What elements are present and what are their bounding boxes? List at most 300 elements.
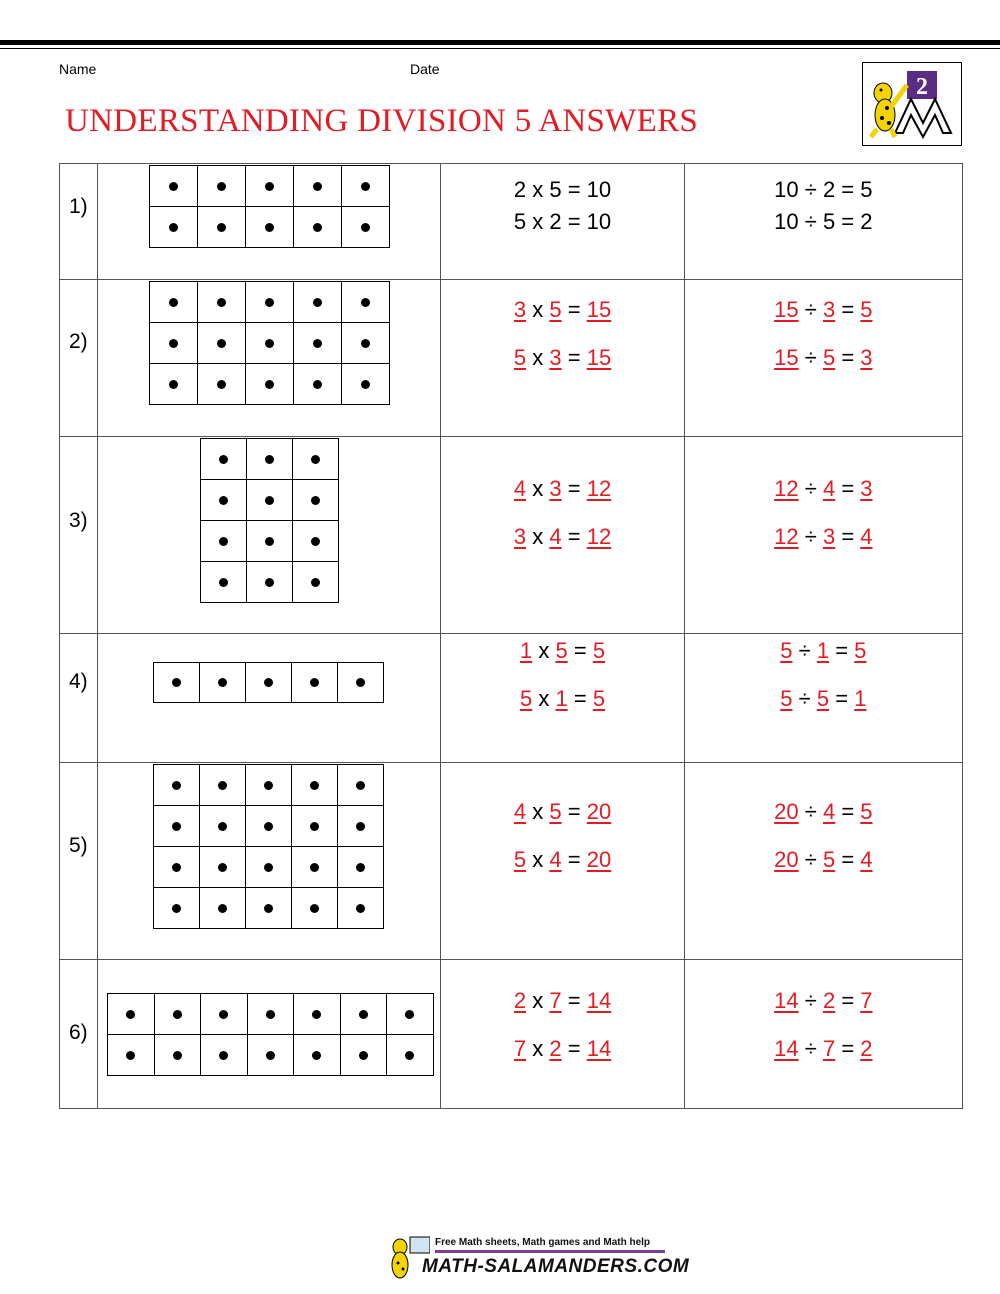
multiplication-fact [441, 345, 683, 371]
answer-value: 20 [586, 847, 612, 872]
dot-cell [247, 562, 293, 603]
dot-cell [150, 282, 198, 323]
equals-sign: = [835, 686, 849, 711]
dot [218, 863, 227, 872]
division-fact [685, 638, 962, 664]
answer-value: 1 [816, 638, 830, 663]
answer-value: 3 [822, 524, 836, 549]
dot-cell [201, 480, 247, 521]
multiplication-fact [441, 799, 683, 825]
dot-cell [292, 888, 338, 929]
answer-value: 14 [774, 1036, 799, 1061]
dot-cell [154, 806, 200, 847]
multiplication-fact: 2 x 5 = 10 [513, 177, 612, 202]
dot-cell [246, 806, 292, 847]
dot [310, 863, 319, 872]
answer-value: 4 [549, 524, 562, 549]
dot [312, 1051, 321, 1060]
dot [169, 380, 178, 389]
dot-array-cell [98, 437, 441, 634]
answer-value: 20 [774, 847, 799, 872]
problem-number: 2) [69, 330, 88, 353]
dot [265, 339, 274, 348]
dot-array-grid [153, 764, 384, 929]
answer-value: 5 [513, 847, 527, 872]
dot-cell [246, 282, 294, 323]
operator: ÷ [804, 524, 817, 549]
answer-value: 7 [822, 1036, 836, 1061]
dot [356, 822, 365, 831]
answer-value: 5 [555, 638, 568, 663]
answer-value: 5 [860, 297, 873, 322]
dot [361, 380, 370, 389]
dot [266, 1010, 275, 1019]
dot [313, 298, 322, 307]
dot-cell [246, 323, 294, 364]
division-fact [685, 524, 962, 550]
problem-row [60, 437, 963, 634]
dot [264, 781, 273, 790]
division-fact: 10 ÷ 2 = 5 [774, 177, 873, 202]
dot [313, 380, 322, 389]
answer-value: 12 [774, 476, 799, 501]
operator: ÷ [804, 1036, 817, 1061]
dot [361, 223, 370, 232]
answer-value: 4 [860, 524, 873, 549]
answer-value: 5 [592, 686, 606, 711]
division-cell [684, 960, 962, 1109]
top-rule-thick [0, 40, 1000, 45]
dot [265, 578, 274, 587]
dot [311, 537, 320, 546]
answer-value: 3 [549, 345, 562, 370]
answer-value: 4 [549, 847, 562, 872]
operator: ÷ [804, 297, 817, 322]
answer-value: 5 [780, 686, 793, 711]
dot-cell [200, 806, 246, 847]
dot [265, 455, 274, 464]
division-cell [684, 763, 962, 960]
division-cell [684, 634, 962, 763]
dot-array-cell [98, 280, 441, 437]
equals-sign: = [567, 345, 581, 370]
dot [126, 1051, 135, 1060]
operator: x [532, 476, 544, 501]
operator: x [532, 988, 544, 1013]
dot [219, 537, 228, 546]
multiplication-cell [441, 437, 684, 634]
answer-value: 14 [586, 1036, 612, 1061]
dot [310, 822, 319, 831]
dot [361, 298, 370, 307]
answer-value: 5 [549, 799, 562, 824]
top-rule-thin [0, 48, 1000, 49]
dot [217, 182, 226, 191]
equals-sign: = [835, 638, 849, 663]
dot-cell [341, 994, 388, 1035]
answer-value: 5 [816, 686, 830, 711]
date-label: Date [410, 61, 440, 77]
dot [264, 904, 273, 913]
dot [356, 781, 365, 790]
problem-number: 5) [69, 834, 88, 857]
dot-array-grid [153, 662, 384, 703]
dot-cell [247, 521, 293, 562]
dot-array-cell [98, 634, 441, 763]
dot-cell [294, 1035, 341, 1076]
dot [217, 339, 226, 348]
answer-value: 7 [860, 988, 873, 1013]
dot [172, 678, 181, 687]
dot-cell [246, 207, 294, 248]
answer-value: 5 [513, 345, 527, 370]
dot [313, 182, 322, 191]
dot [265, 298, 274, 307]
dot [356, 678, 365, 687]
dot [172, 781, 181, 790]
dot-cell [294, 166, 342, 207]
dot [173, 1051, 182, 1060]
dot-cell [200, 847, 246, 888]
dot-cell [200, 765, 246, 806]
dot-cell [342, 207, 390, 248]
dot-cell [247, 439, 293, 480]
answer-value: 15 [586, 345, 612, 370]
answer-value: 12 [586, 476, 612, 501]
answer-value: 5 [822, 847, 836, 872]
dot-cell [342, 282, 390, 323]
problem-row [60, 960, 963, 1109]
dot-array-cell [98, 960, 441, 1109]
dot [356, 904, 365, 913]
dot [219, 496, 228, 505]
equals-sign: = [567, 297, 581, 322]
dot [361, 182, 370, 191]
problem-row [60, 634, 963, 763]
dot [173, 1010, 182, 1019]
dot-cell [293, 562, 339, 603]
dot [265, 182, 274, 191]
answer-value: 15 [774, 297, 799, 322]
equals-sign: = [841, 476, 855, 501]
multiplication-fact [441, 297, 683, 323]
dot-cell [201, 1035, 248, 1076]
dot [311, 578, 320, 587]
division-fact [685, 297, 962, 323]
dot [310, 781, 319, 790]
equals-sign: = [841, 988, 855, 1013]
answer-value: 5 [549, 297, 562, 322]
dot-cell [246, 765, 292, 806]
answer-value: 5 [592, 638, 606, 663]
footer-tagline: Free Math sheets, Math games and Math help [435, 1237, 651, 1248]
problem-number-cell [60, 960, 98, 1109]
answer-value: 2 [549, 1036, 562, 1061]
operator: x [532, 297, 544, 322]
dot-cell [342, 364, 390, 405]
dot-cell [294, 207, 342, 248]
operator: x [532, 799, 544, 824]
dot [217, 298, 226, 307]
answer-value: 3 [860, 476, 873, 501]
dot-cell [246, 663, 292, 703]
operator: x [532, 1036, 544, 1061]
answer-value: 3 [513, 524, 527, 549]
answer-value: 12 [586, 524, 612, 549]
answer-value: 5 [860, 799, 873, 824]
dot [265, 380, 274, 389]
operator: ÷ [798, 686, 811, 711]
equals-sign: = [573, 686, 587, 711]
dot-cell [292, 806, 338, 847]
dot [312, 1010, 321, 1019]
dot-cell [293, 521, 339, 562]
worksheet-table [59, 163, 963, 1109]
problem-number: 3) [69, 509, 88, 532]
multiplication-cell [441, 763, 684, 960]
multiplication-cell [441, 164, 684, 280]
answer-value: 20 [586, 799, 612, 824]
dot-array-grid [149, 281, 390, 405]
dot-cell [294, 364, 342, 405]
footer-site: MATH-SALAMANDERS.COM [422, 1256, 690, 1277]
answer-value: 20 [774, 799, 799, 824]
dot [359, 1010, 368, 1019]
multiplication-cell [441, 634, 684, 763]
dot-array-grid [200, 438, 339, 603]
dot-cell [154, 847, 200, 888]
problem-number-cell [60, 763, 98, 960]
dot-cell [108, 994, 155, 1035]
answer-value: 1 [555, 686, 568, 711]
dot [217, 380, 226, 389]
logo-digit: 2 [916, 74, 928, 100]
dot [169, 182, 178, 191]
dot [218, 781, 227, 790]
multiplication-fact [441, 847, 683, 873]
dot-cell [198, 364, 246, 405]
name-label: Name [59, 61, 97, 77]
dot [313, 339, 322, 348]
problem-number: 4) [69, 670, 88, 693]
answer-value: 1 [854, 686, 867, 711]
dot-cell [154, 663, 200, 703]
salamander-logo-icon [862, 62, 962, 146]
equals-sign: = [841, 524, 855, 549]
division-fact [685, 799, 962, 825]
dot-cell [246, 166, 294, 207]
dot-cell [294, 323, 342, 364]
dot-cell [150, 364, 198, 405]
answer-value: 5 [822, 345, 836, 370]
equals-sign: = [567, 988, 581, 1013]
dot-cell [198, 166, 246, 207]
multiplication-fact: 5 x 2 = 10 [513, 209, 612, 234]
dot-cell [294, 994, 341, 1035]
dot-cell [154, 888, 200, 929]
dot-cell [150, 207, 198, 248]
dot-cell [387, 994, 434, 1035]
dot-cell [338, 888, 384, 929]
dot [219, 578, 228, 587]
equals-sign: = [573, 638, 587, 663]
dot-cell [155, 1035, 202, 1076]
dot-array-grid [107, 993, 434, 1076]
problem-row [60, 164, 963, 280]
multiplication-fact [441, 1036, 683, 1062]
dot-cell [150, 166, 198, 207]
dot [218, 678, 227, 687]
footer-divider [435, 1250, 665, 1253]
dot-cell [293, 439, 339, 480]
dot-cell [108, 1035, 155, 1076]
multiplication-fact [441, 524, 683, 550]
problem-number-cell [60, 164, 98, 280]
dot [217, 223, 226, 232]
footer-logo [380, 1233, 690, 1283]
answer-value: 2 [822, 988, 836, 1013]
dot [126, 1010, 135, 1019]
dot-cell [341, 1035, 388, 1076]
equals-sign: = [567, 1036, 581, 1061]
answer-value: 4 [513, 799, 527, 824]
operator: x [532, 345, 544, 370]
dot-cell [155, 994, 202, 1035]
dot [264, 822, 273, 831]
answer-value: 7 [513, 1036, 527, 1061]
answer-value: 12 [774, 524, 799, 549]
answer-value: 2 [513, 988, 527, 1013]
dot-cell [293, 480, 339, 521]
operator: x [538, 638, 550, 663]
answer-value: 14 [586, 988, 612, 1013]
answer-value: 4 [860, 847, 873, 872]
division-fact: 10 ÷ 5 = 2 [774, 209, 873, 234]
dot [361, 339, 370, 348]
dot [264, 863, 273, 872]
multiplication-fact [441, 988, 683, 1014]
problem-number-cell [60, 437, 98, 634]
answer-value: 15 [586, 297, 612, 322]
dot-cell [342, 323, 390, 364]
operator: x [532, 524, 544, 549]
dot-cell [338, 847, 384, 888]
problem-number-cell [60, 634, 98, 763]
problem-number-cell [60, 280, 98, 437]
multiplication-fact [441, 476, 683, 502]
division-cell [684, 164, 962, 280]
dot [266, 1051, 275, 1060]
operator: ÷ [804, 847, 817, 872]
equals-sign: = [841, 1036, 855, 1061]
dot-cell [248, 994, 295, 1035]
dot-cell [154, 765, 200, 806]
dot-array-cell [98, 164, 441, 280]
division-cell [684, 280, 962, 437]
dot-array-cell [98, 763, 441, 960]
dot [218, 822, 227, 831]
operator: x [538, 686, 550, 711]
dot [265, 223, 274, 232]
division-fact [685, 345, 962, 371]
answer-value: 5 [854, 638, 867, 663]
dot-cell [201, 521, 247, 562]
answer-value: 3 [513, 297, 527, 322]
answer-value: 3 [822, 297, 836, 322]
equals-sign: = [841, 345, 855, 370]
dot [313, 223, 322, 232]
operator: ÷ [804, 345, 817, 370]
dot-cell [387, 1035, 434, 1076]
dot-cell [338, 765, 384, 806]
dot [219, 455, 228, 464]
dot [169, 339, 178, 348]
equals-sign: = [567, 476, 581, 501]
multiplication-fact [441, 686, 683, 712]
multiplication-cell [441, 960, 684, 1109]
dot [172, 904, 181, 913]
division-fact [685, 686, 962, 712]
answer-value: 7 [549, 988, 562, 1013]
dot [405, 1010, 414, 1019]
dot [169, 223, 178, 232]
dot [169, 298, 178, 307]
equals-sign: = [567, 524, 581, 549]
multiplication-fact [441, 638, 683, 664]
dot-cell [200, 888, 246, 929]
division-fact [685, 847, 962, 873]
answer-value: 1 [519, 638, 533, 663]
answer-value: 2 [860, 1036, 873, 1061]
dot-cell [246, 888, 292, 929]
dot [310, 678, 319, 687]
operator: ÷ [804, 476, 817, 501]
answer-value: 5 [519, 686, 533, 711]
dot-cell [246, 847, 292, 888]
problem-row [60, 763, 963, 960]
dot-cell [198, 282, 246, 323]
dot-cell [292, 663, 338, 703]
operator: x [532, 847, 544, 872]
answer-value: 3 [549, 476, 562, 501]
dot [310, 904, 319, 913]
equals-sign: = [841, 799, 855, 824]
dot [311, 455, 320, 464]
equals-sign: = [841, 297, 855, 322]
dot-cell [150, 323, 198, 364]
answer-value: 5 [780, 638, 793, 663]
dot-cell [292, 847, 338, 888]
dot [356, 863, 365, 872]
equals-sign: = [567, 799, 581, 824]
operator: ÷ [804, 799, 817, 824]
answer-value: 15 [774, 345, 799, 370]
dot-cell [198, 207, 246, 248]
division-cell [684, 437, 962, 634]
multiplication-cell [441, 280, 684, 437]
page-title: UNDERSTANDING DIVISION 5 ANSWERS [65, 103, 699, 139]
dot [311, 496, 320, 505]
dot-cell [248, 1035, 295, 1076]
dot-cell [292, 765, 338, 806]
dot-cell [338, 663, 384, 703]
dot [219, 1051, 228, 1060]
dot-cell [201, 562, 247, 603]
dot-cell [338, 806, 384, 847]
problem-number: 6) [69, 1021, 88, 1044]
dot [172, 863, 181, 872]
answer-value: 3 [860, 345, 873, 370]
